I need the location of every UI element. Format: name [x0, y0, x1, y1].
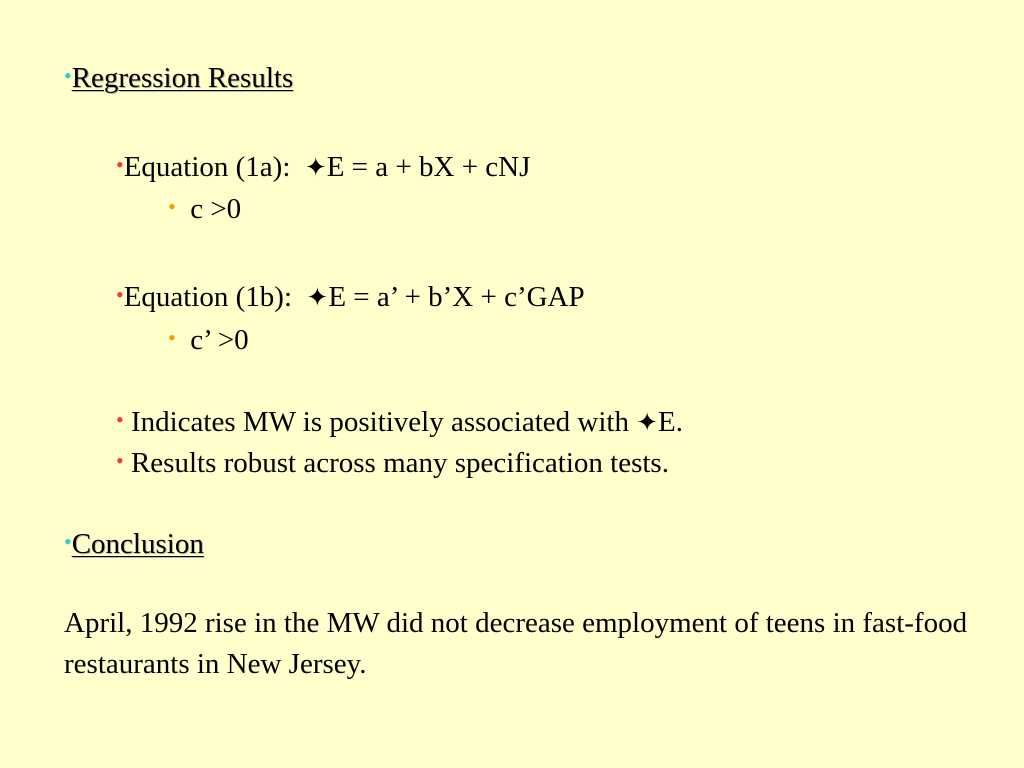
equation-1a-condition-item: [168, 189, 241, 227]
equation-1a-label: Equation (1a):: [123, 151, 291, 183]
equation-1b-formula: E = a’ + b’X + c’GAP: [328, 281, 585, 313]
conclusion-heading: Conclusion: [71, 528, 204, 560]
bullet-icon: •: [116, 282, 124, 307]
regression-results-heading: Regression Results: [71, 62, 294, 94]
bullet-icon: •: [116, 407, 124, 432]
bullet-icon: •: [64, 63, 72, 88]
delta-icon: ✦: [636, 408, 659, 437]
conclusion-item: [64, 524, 204, 562]
indicates-item: [116, 402, 683, 441]
equation-1b-item: [116, 277, 585, 316]
bullet-icon: •: [64, 529, 72, 554]
bullet-icon: •: [116, 152, 124, 177]
indicates-end: E.: [658, 406, 683, 438]
bullet-icon: •: [116, 448, 124, 473]
equation-1b-condition: c’ >0: [190, 324, 249, 356]
conclusion-text: April, 1992 rise in the MW did not decrease employment of teens in fast-food restaurants in New Jersey.: [64, 607, 968, 680]
equation-1b-condition-item: [168, 320, 249, 358]
indicates-text: Indicates MW is positively associated with: [130, 406, 637, 438]
equation-1a-formula: E = a + bX + cNJ: [326, 151, 531, 183]
equation-1b-label: Equation (1b):: [123, 281, 293, 313]
delta-icon: ✦: [306, 283, 329, 312]
equation-1a-condition: c >0: [190, 193, 242, 225]
robust-text: Results robust across many specification tests.: [130, 447, 669, 479]
bullet-icon: •: [168, 194, 176, 219]
bullet-icon: •: [168, 325, 176, 350]
robust-item: [116, 443, 669, 481]
delta-icon: ✦: [304, 153, 327, 182]
regression-results-item: [64, 58, 293, 96]
equation-1a-item: [116, 147, 530, 186]
